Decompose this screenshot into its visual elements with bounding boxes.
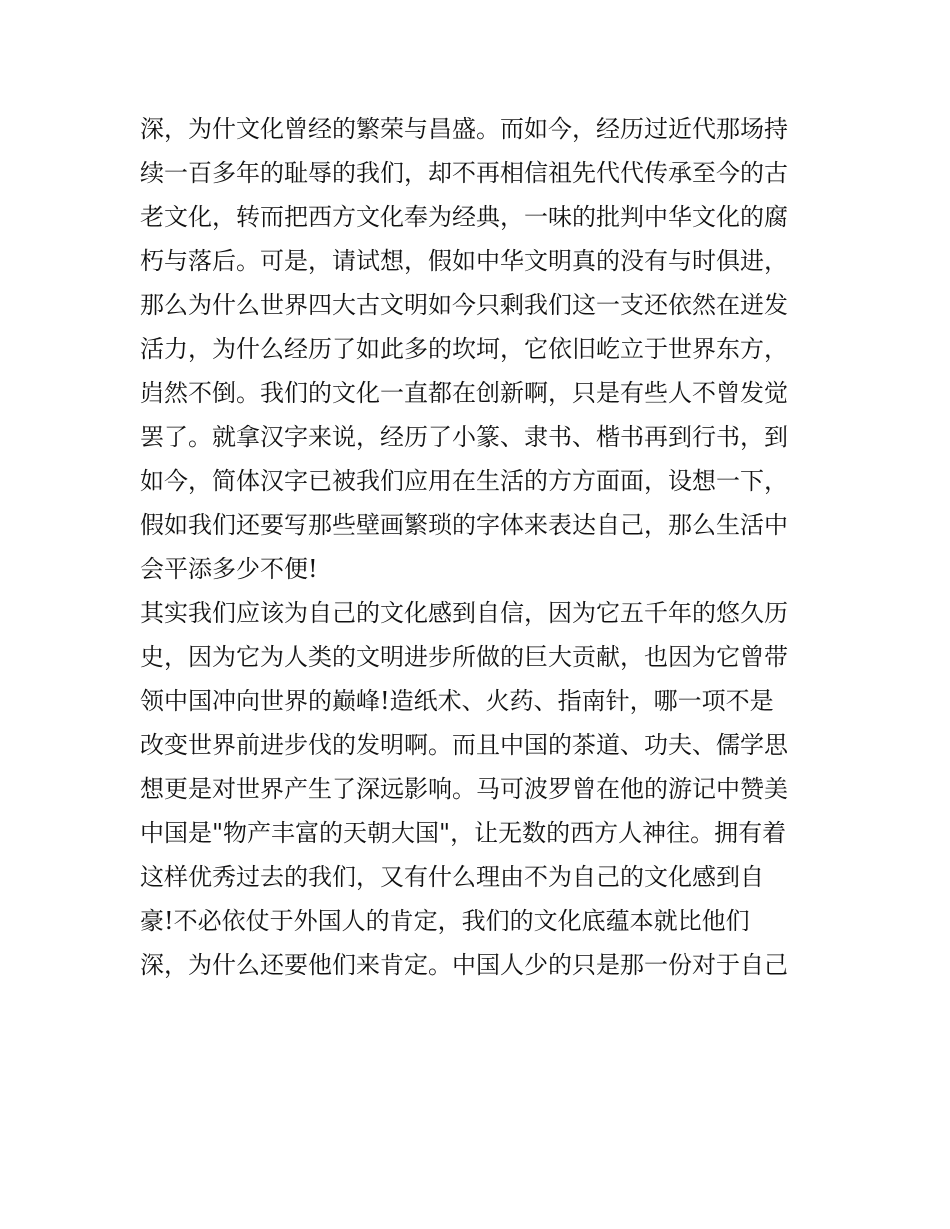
text-line: 罢了。就拿汉字来说，经历了小篆、隶书、楷书再到行书，到	[140, 423, 788, 451]
text-line: 豪!不必依仗于外国人的肯定，我们的文化底蕴本就比他们	[140, 907, 750, 935]
text-line: 活力，为什么经历了如此多的坎坷，它依旧屹立于世界东方，	[140, 335, 788, 363]
text-line: 会平添多少不便!	[140, 555, 318, 583]
text-line: 领中国冲向世界的巅峰!造纸术、火药、指南针，哪一项不是	[140, 687, 774, 715]
text-line: 想更是对世界产生了深远影响。马可波罗曾在他的游记中赞美	[140, 775, 788, 803]
text-line: 假如我们还要写那些壁画繁琐的字体来表达自己，那么生活中	[140, 511, 788, 539]
text-line: 深，为什么还要他们来肯定。中国人少的只是那一份对于自己	[140, 951, 788, 979]
text-line: 中国是"物产丰富的天朝大国"，让无数的西方人神往。拥有着	[140, 819, 787, 847]
text-line: 其实我们应该为自己的文化感到自信，因为它五千年的悠久历	[140, 599, 788, 627]
text-line: 老文化，转而把西方文化奉为经典，一味的批判中华文化的腐	[140, 203, 788, 231]
text-line: 续一百多年的耻辱的我们，却不再相信祖先代代传承至今的古	[140, 159, 788, 187]
body-text	[140, 107, 830, 987]
text-line: 深，为什文化曾经的繁荣与昌盛。而如今，经历过近代那场持	[140, 115, 788, 143]
text-line: 如今，简体汉字已被我们应用在生活的方方面面，设想一下，	[140, 467, 788, 495]
text-line: 改变世界前进步伐的发明啊。而且中国的茶道、功夫、儒学思	[140, 731, 788, 759]
text-line: 岿然不倒。我们的文化一直都在创新啊，只是有些人不曾发觉	[140, 379, 788, 407]
text-line: 那么为什么世界四大古文明如今只剩我们这一支还依然在迸发	[140, 291, 788, 319]
text-line: 朽与落后。可是，请试想，假如中华文明真的没有与时俱进，	[140, 247, 788, 275]
text-line: 这样优秀过去的我们，又有什么理由不为自己的文化感到自	[140, 863, 764, 891]
text-line: 史，因为它为人类的文明进步所做的巨大贡献，也因为它曾带	[140, 643, 788, 671]
